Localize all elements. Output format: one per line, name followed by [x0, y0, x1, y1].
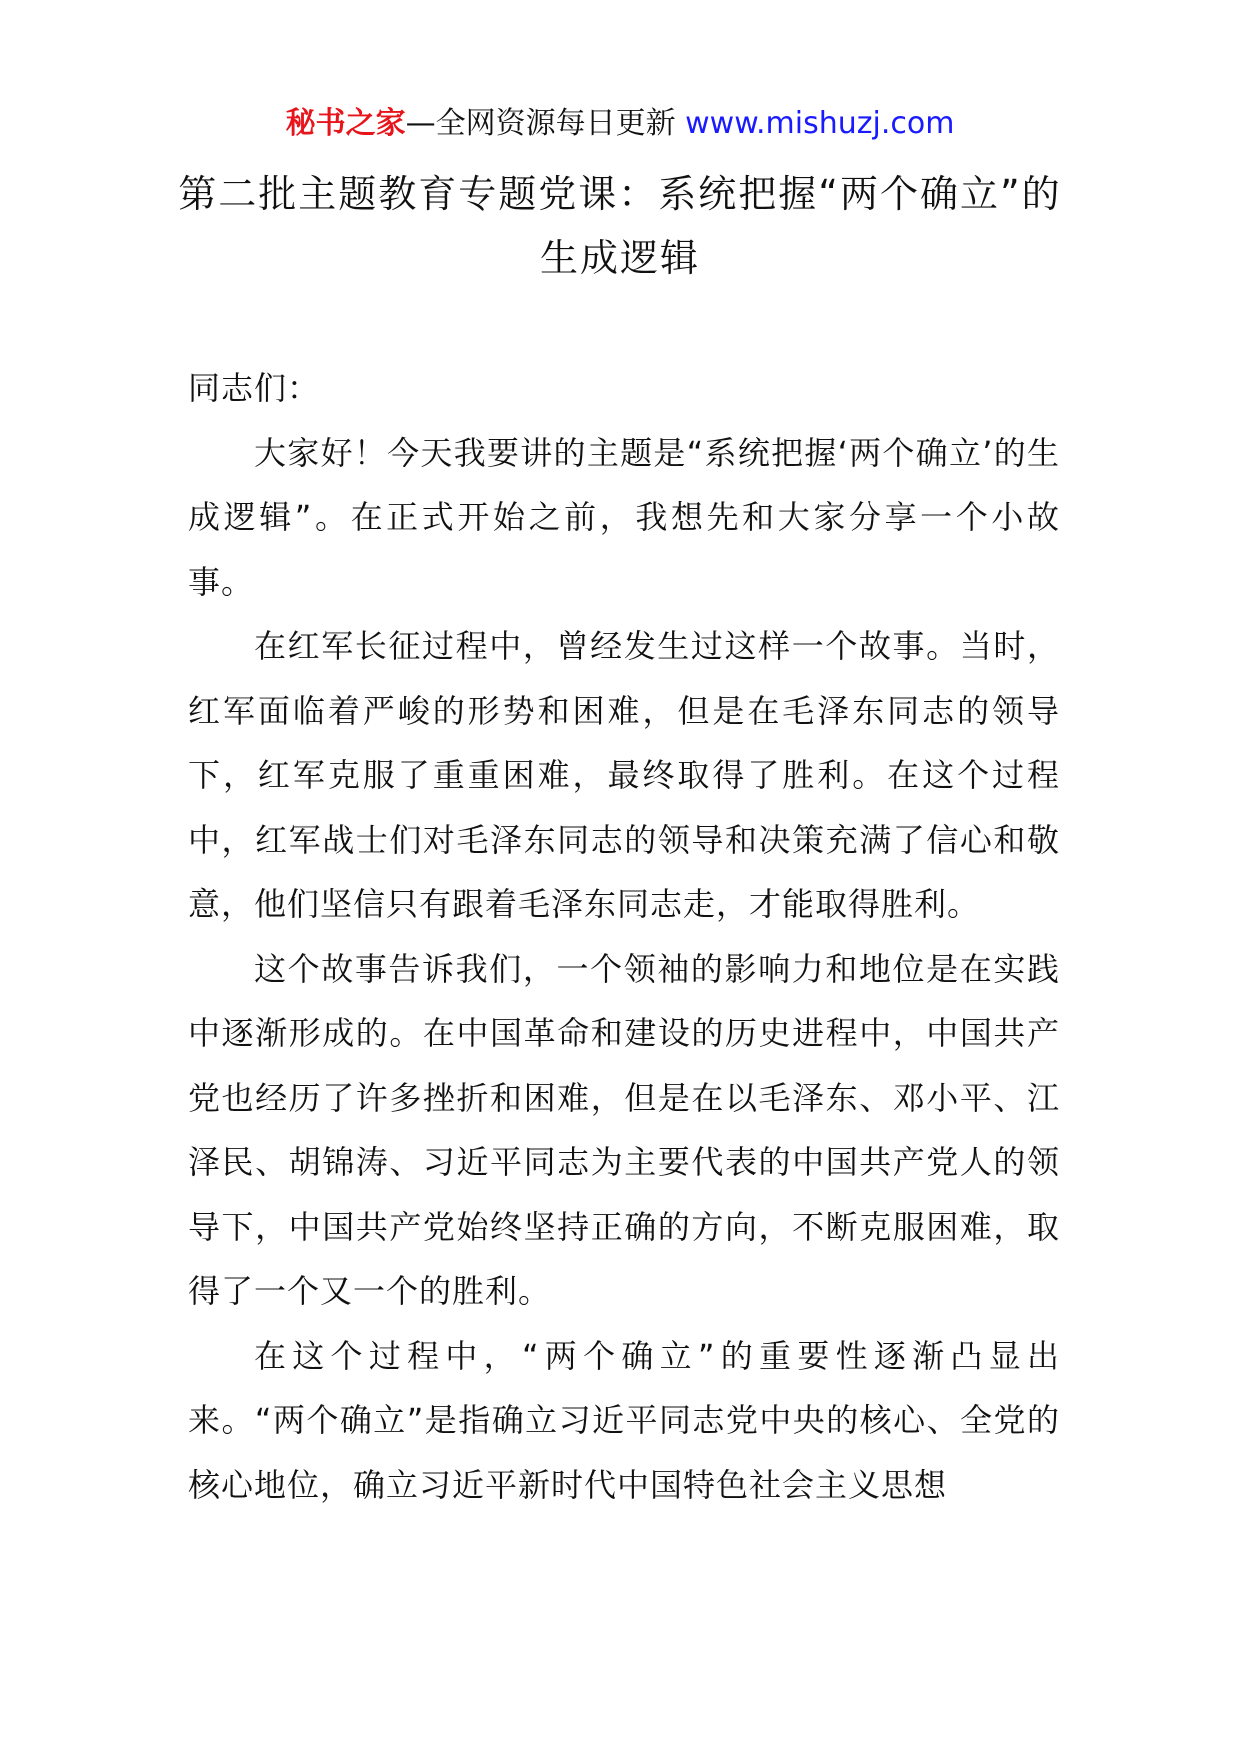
site-url-link[interactable]: www.mishuzj.com: [685, 106, 955, 141]
body-paragraph: 这个故事告诉我们，一个领袖的影响力和地位是在实践中逐渐形成的。在中国革命和建设的历史进程中，中国共产党也经历了许多挫折和困难，但是在以毛泽东、邓小平、江泽民、胡锦涛、习近平同志为主要代表的中国共产党人的领导下，中国共产党始终坚持正确的方向，不断克服困难，取得了一个又一个的胜利。: [188, 949, 1060, 1310]
body-paragraph: 在这个过程中，“两个确立”的重要性逐渐凸显出来。“两个确立”是指确立习近平同志党中央的核心、全党的核心地位，确立习近平新时代中国特色社会主义思想: [188, 1336, 1060, 1504]
body-paragraph: 大家好！今天我要讲的主题是“系统把握‘两个确立’的生成逻辑”。在正式开始之前，我想先和大家分享一个小故事。: [188, 433, 1060, 601]
site-slogan: —全网资源每日更新: [405, 106, 686, 141]
site-name: 秘书之家: [285, 106, 406, 141]
salutation: 同志们：: [188, 369, 321, 407]
document-body: [188, 356, 1060, 1517]
body-paragraph: 在红军长征过程中，曾经发生过这样一个故事。当时，红军面临着严峻的形势和困难，但是在毛泽东同志的领导下，红军克服了重重困难，最终取得了胜利。在这个过程中，红军战士们对毛泽东同志的领导和决策充满了信心和敬意，他们坚信只有跟着毛泽东同志走，才能取得胜利。: [188, 627, 1060, 923]
site-header: [0, 98, 1240, 150]
document-title: 第二批主题教育专题党课：系统把握“两个确立”的生成逻辑: [178, 172, 1062, 280]
